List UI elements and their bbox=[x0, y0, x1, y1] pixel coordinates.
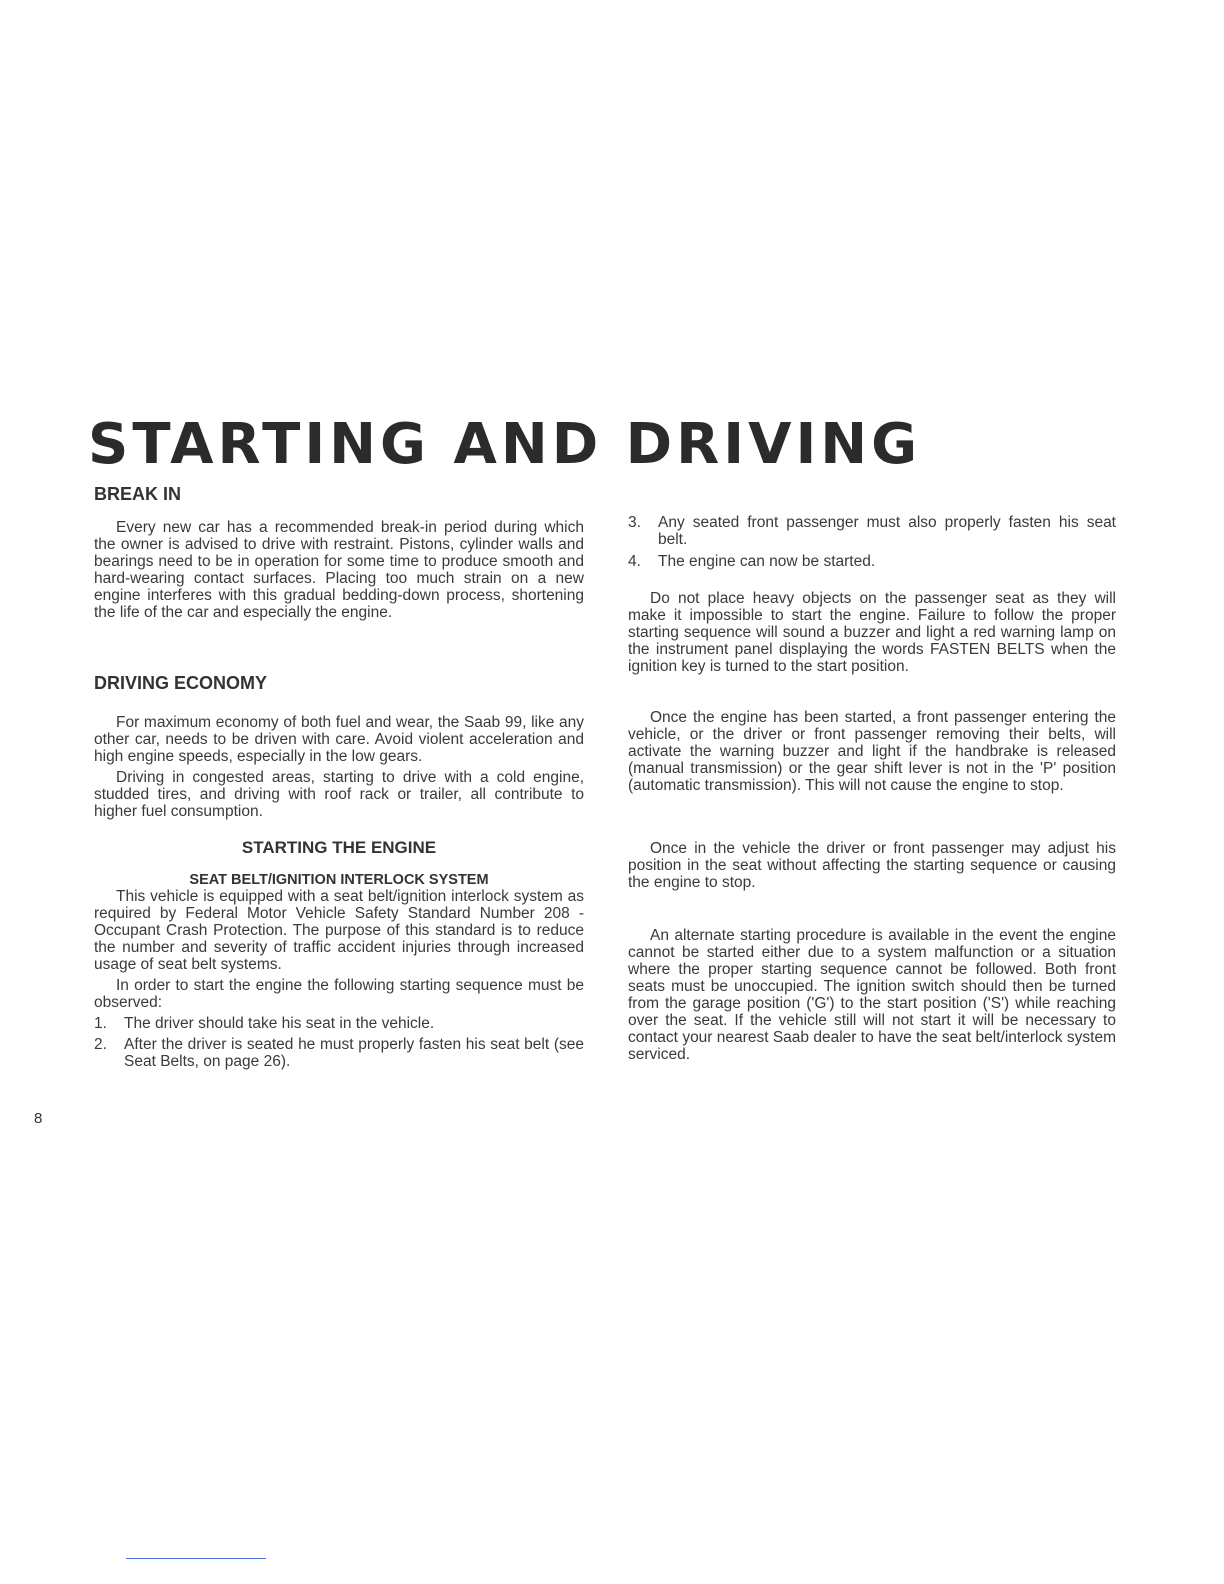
list-item: 4. The engine can now be started. bbox=[628, 553, 876, 570]
list-item: 2. After the driver is seated he must properly fasten his seat belt (see Seat Belts, on page 26). bbox=[94, 1036, 584, 1070]
heavy-objects-paragraph: Do not place heavy objects on the passenger seat as they will make it impossible to start the engine. Failure to follow the proper starting sequence will sound a buzzer and light a red warning lamp on the instrument panel displaying the words FASTEN BELTS when the ignition key is turned to the start position. bbox=[628, 590, 1116, 675]
after-start-paragraph: Once the engine has been started, a front passenger entering the vehicle, or the driver or front passenger removing their belts, will activate the warning buzzer and light if the handbrake is released (manual transmission) or the gear shift lever is not in the 'P' position (automatic transmission). This will not cause the engine to stop. bbox=[628, 709, 1116, 794]
right-column bbox=[628, 514, 1116, 1063]
list-item: 1. The driver should take his seat in the vehicle. bbox=[94, 1015, 435, 1032]
alternate-procedure-paragraph: An alternate starting procedure is available in the event the engine cannot be started either due to a system malfunction or a situation where the proper starting sequence cannot be followed. Both front seats must be unoccupied. The ignition switch should then be turned from the garage position ('G') to the start position ('S') while reaching over the seat. If the vehicle still will not start it will be necessary to contact your nearest Saab dealer to have the seat belt/interlock system serviced. bbox=[628, 927, 1116, 1063]
interlock-subheading: SEAT BELT/IGNITION INTERLOCK SYSTEM bbox=[189, 872, 489, 888]
list-item: 3. Any seated front passenger must also properly fasten his seat belt. bbox=[628, 514, 1116, 548]
driving-economy-p2: Driving in congested areas, starting to drive with a cold engine, studded tires, and driving with roof rack or trailer, all contribute to higher fuel consumption. bbox=[94, 769, 584, 820]
left-column bbox=[94, 484, 584, 1070]
link-underline bbox=[126, 1558, 266, 1559]
break-in-heading: BREAK IN bbox=[94, 484, 182, 504]
steps-list-left bbox=[94, 1015, 584, 1070]
interlock-p1: This vehicle is equipped with a seat belt/ignition interlock system as required by Federal Motor Vehicle Safety Standard Number 208 - Occupant Crash Protection. The purpose of this standard is to reduce the number and severity of traffic accident injuries through increased usage of seat belt systems. bbox=[94, 888, 584, 973]
starting-engine-heading: STARTING THE ENGINE bbox=[241, 838, 437, 857]
driving-economy-p1: For maximum economy of both fuel and wear, the Saab 99, like any other car, needs to be driven with care. Avoid violent acceleration and high engine speeds, especially in the low gears. bbox=[94, 714, 584, 765]
page-number: 8 bbox=[34, 1110, 43, 1127]
steps-list-right bbox=[628, 514, 1116, 570]
driving-economy-heading: DRIVING ECONOMY bbox=[94, 673, 268, 693]
interlock-p2: In order to start the engine the following starting sequence must be observed: bbox=[94, 977, 584, 1011]
page-title: STARTING AND DRIVING bbox=[88, 412, 922, 477]
break-in-text: Every new car has a recommended break-in period during which the owner is advised to drive with restraint. Pistons, cylinder walls and bearings need to be in operation for some time to produce smooth and hard-wearing contact surfaces. Placing too much strain on a new engine interferes with this gradual bedding-down process, shortening the life of the car and especially the engine. bbox=[94, 519, 584, 621]
adjust-position-paragraph: Once in the vehicle the driver or front passenger may adjust his position in the seat without affecting the starting sequence or causing the engine to stop. bbox=[628, 840, 1116, 891]
